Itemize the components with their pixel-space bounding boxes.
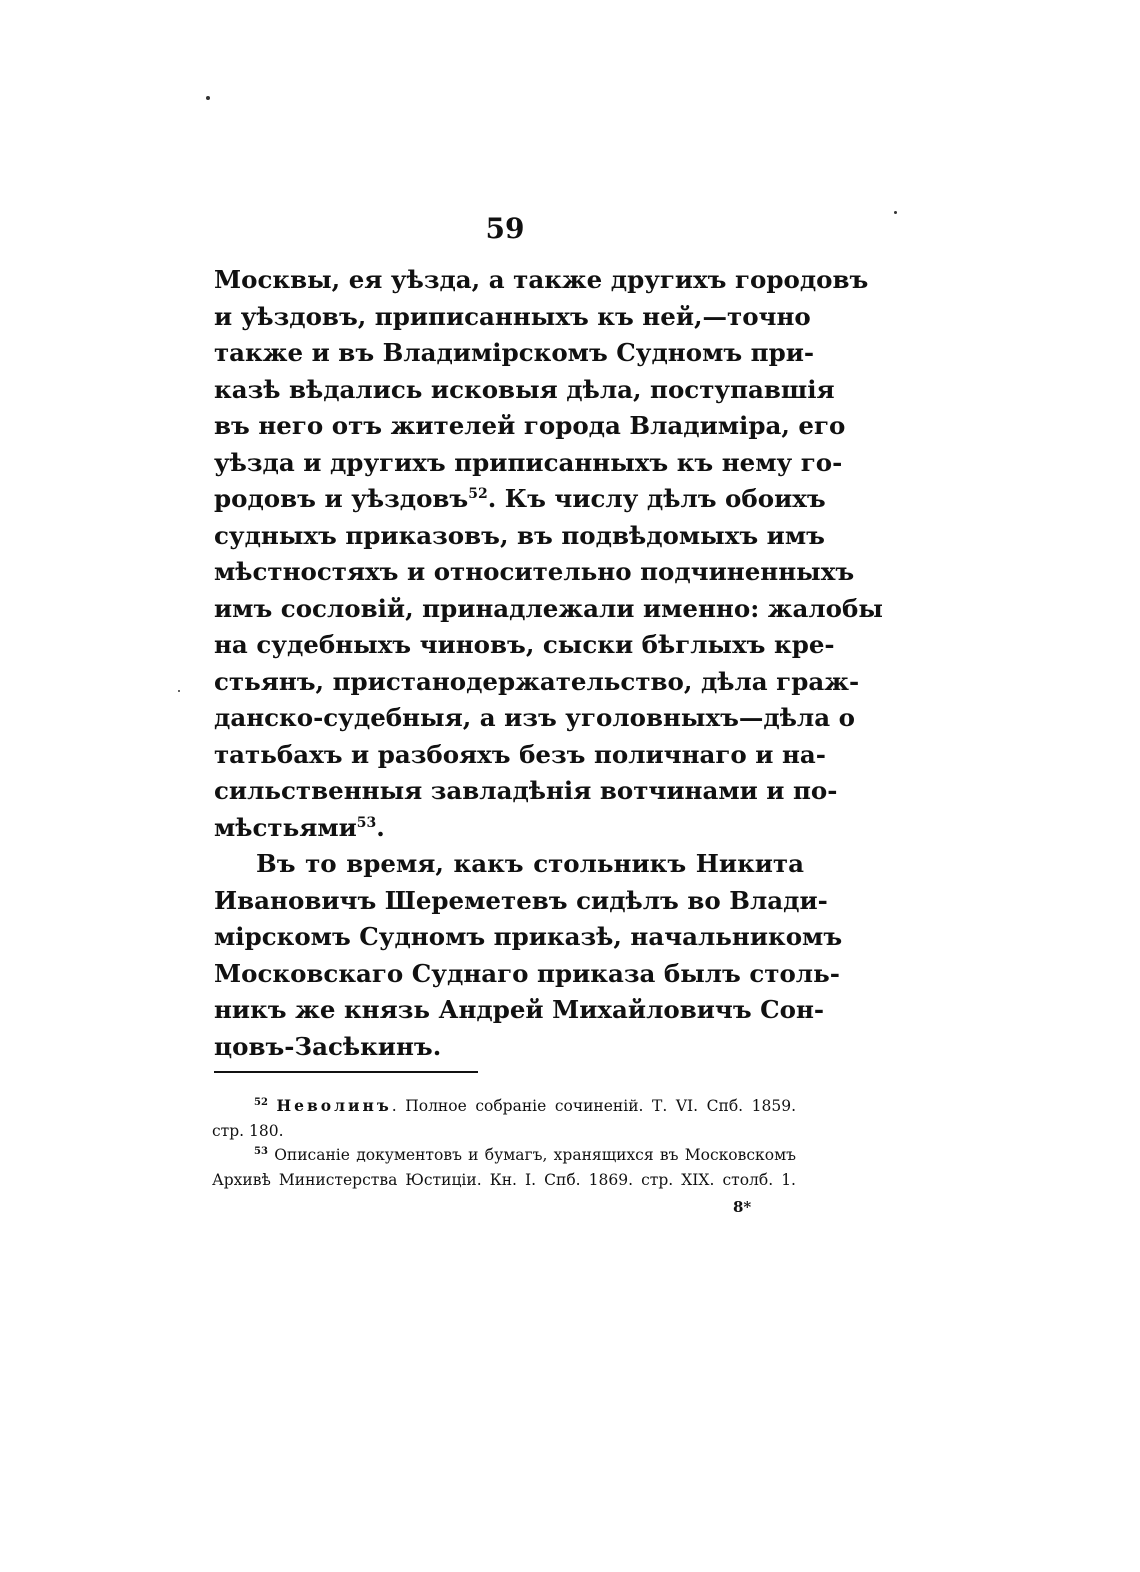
text-line: на судебныхъ чиновъ, сыски бѣглыхъ кре- [214,630,835,659]
text-line: и уѣздовъ, приписанныхъ къ ней,—точно [214,301,811,331]
text-line: никъ же князь Андрей Михайловичъ Сон- [214,995,825,1024]
text-line [214,481,826,518]
footnote-52-cont: стр. 180. [212,1121,284,1140]
text-line [214,810,804,847]
text-segment: мѣстьями [214,812,357,842]
footnotes [212,1094,796,1192]
text-line: Ивановичъ Шереметевъ сидѣлъ во Влади- [214,885,828,915]
footnote-mark: 52 [254,1096,268,1108]
page-number: 59 [485,212,525,245]
footnote-53-cont: Архивѣ Министерства Юстиціи. Кн. I. Спб. 1869. стр. XIX. столб. 1. [212,1170,796,1189]
footnote-52 [212,1094,796,1119]
text-line: уѣзда и другихъ приписанныхъ къ нему го- [214,447,843,477]
footnote-ref-52: 52 [468,485,488,502]
text-line: судныхъ приказовъ, въ подвѣдомыхъ имъ [214,520,825,550]
footnote-mark: 53 [254,1145,268,1157]
footnote-text: Описаніе документовъ и бумагъ, хранящихся въ Московскомъ [274,1146,796,1164]
text-line: цовъ-Засѣкинъ. [214,1031,442,1061]
text-line: казѣ вѣдались исковыя дѣла, поступавшія [214,374,835,404]
footnote-text: . Полное собраніе сочиненій. Т. VI. Спб. 1859. [391,1097,797,1115]
text-line: мірскомъ Судномъ приказѣ, начальникомъ [214,922,843,951]
footnote-ref-53: 53 [356,814,377,831]
text-line: Московскаго Суднаго приказа былъ столь- [214,958,840,988]
text-line: мѣстностяхъ и относительно подчиненныхъ [214,557,855,586]
text-line: Въ то время, какъ стольникъ Никита [256,849,804,878]
text-line: татьбахъ и разбояхъ безъ поличнаго и на- [214,739,826,769]
signature-mark: 8* [733,1198,752,1216]
footnote-rule [214,1071,478,1073]
text-line: также и въ Владимірскомъ Судномъ при- [214,338,815,367]
text-line: имъ сословій, принадлежали именно: жалобы [214,593,883,623]
text-segment: . [376,812,385,842]
text-segment: . Къ числу дѣлъ обоихъ [487,484,826,513]
text-line: сильственныя завладѣнія вотчинами и по- [214,776,838,805]
text-line: Москвы, ея уѣзда, а также другихъ городовъ [214,265,869,294]
print-speck [178,690,180,692]
text-line: въ него отъ жителей города Владиміра, его [214,411,846,440]
text-line: стьянъ, пристанодержательство, дѣла граж- [214,666,860,696]
print-speck [206,96,210,100]
footnote-53 [212,1143,796,1168]
main-text [214,262,883,1065]
text-line: данско-судебныя, а изъ уголовныхъ—дѣла о [214,703,855,732]
footnote-author: Неволинъ [276,1096,392,1115]
text-segment: родовъ и уѣздовъ [214,484,469,513]
